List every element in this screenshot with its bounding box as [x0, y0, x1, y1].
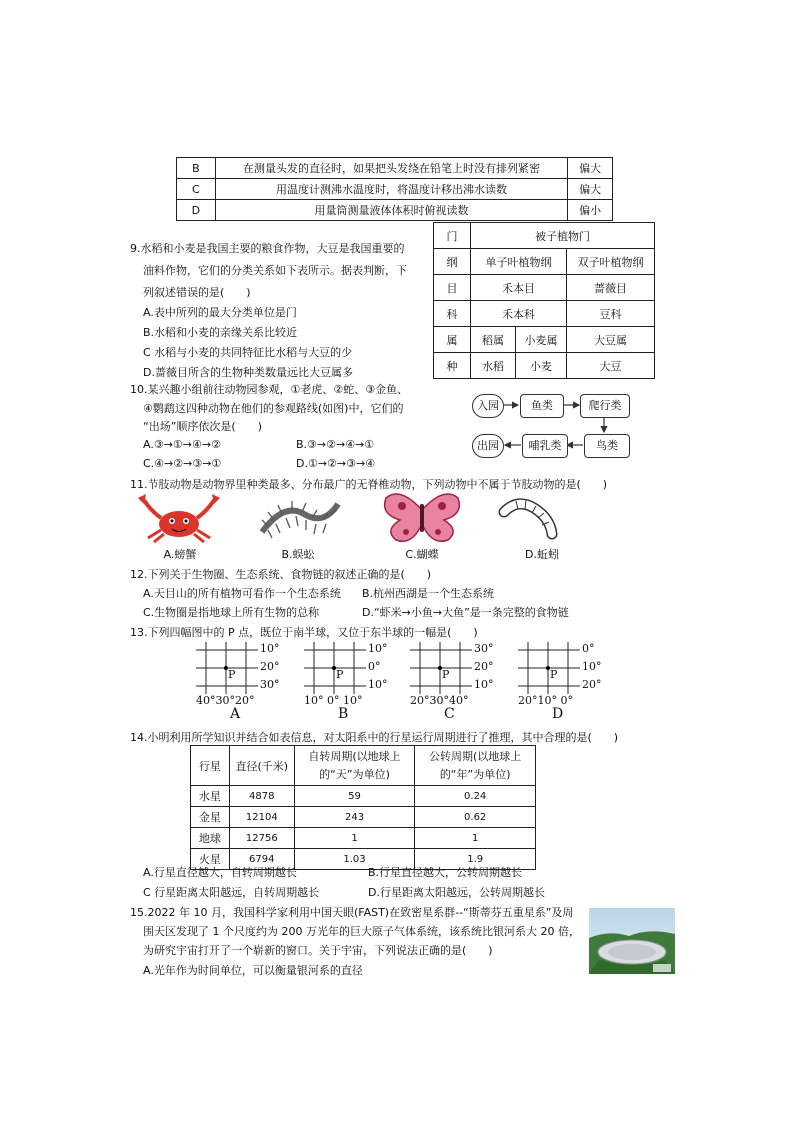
rank-label: 种	[434, 353, 471, 379]
rank-label: 科	[434, 301, 471, 327]
row-letter: B	[177, 158, 216, 179]
grid-d	[518, 642, 612, 724]
table-cell: 1	[294, 828, 415, 849]
rank-label: 属	[434, 327, 471, 353]
row-text: 用量筒测量液体体积时俯视读数	[215, 200, 568, 221]
grid-option-label: B	[338, 706, 349, 722]
cell: 蔷薇目	[567, 275, 655, 301]
cell: 大豆	[567, 353, 655, 379]
lat-label: 10°	[368, 678, 388, 691]
q9-option-a: A.表中所列的最大分类单位是门	[143, 306, 297, 319]
q12-option-d: D.“虾米→小鱼→大鱼”是一条完整的食物链	[362, 606, 569, 619]
lat-label: 0°	[582, 642, 595, 655]
q10-option-b: B.③→②→④→①	[296, 438, 375, 451]
earthworm-icon	[494, 494, 578, 544]
q14-option-b: B.行星直径越大，公转周期越长	[368, 866, 523, 879]
q11-option-b: B.蜈蚣	[281, 548, 315, 561]
table-cell: 1.9	[415, 849, 536, 870]
lon-label: 20°30°40°	[410, 694, 469, 707]
table-cell: 1.03	[294, 849, 415, 870]
q12-option-b: B.杭州西湖是一个生态系统	[362, 587, 495, 600]
centipede-icon	[254, 492, 344, 544]
q12-option-c: C.生物圈是指地球上所有生物的总称	[143, 606, 320, 619]
row-letter: C	[177, 179, 216, 200]
q10-option-c: C.④→②→③→①	[143, 457, 222, 470]
q14-option-c: C 行星距离太阳越远，自转周期越长	[143, 886, 320, 899]
cell: 禾本科	[471, 301, 567, 327]
q15-stem-line-3: 为研究宇宙打开了一个崭新的窗口。关于宇宙，下列说法正确的是( )	[143, 944, 493, 957]
cell: 被子植物门	[471, 223, 655, 249]
grid-a	[196, 642, 290, 724]
q14-stem: 14.小明利用所学知识并结合如表信息，对太阳系中的行星运行周期进行了推理，其中合理的是( )	[130, 731, 619, 744]
planet-table	[190, 745, 536, 870]
table-cell: 4878	[229, 786, 294, 807]
table-cell: 水星	[191, 786, 230, 807]
table-cell: 1	[415, 828, 536, 849]
rank-label: 纲	[434, 249, 471, 275]
lat-label: 30°	[260, 678, 280, 691]
table-cell: 243	[294, 807, 415, 828]
table-cell: 地球	[191, 828, 230, 849]
q9-option-d: D.蔷薇目所含的生物种类数量远比大豆属多	[143, 366, 353, 379]
table-cell: 12104	[229, 807, 294, 828]
q14-option-d: D.行星距离太阳越远，公转周期越长	[368, 886, 545, 899]
route-reptile: 爬行类	[580, 394, 630, 418]
row-letter: D	[177, 200, 216, 221]
q10-option-a: A.③→①→④→②	[143, 438, 221, 451]
grid-b	[304, 642, 398, 724]
table-cell: 0.24	[415, 786, 536, 807]
grid-option-label: A	[230, 706, 241, 722]
row-text: 在测量头发的直径时，如果把头发绕在铅笔上时没有排列紧密	[215, 158, 568, 179]
lat-label: 0°	[368, 660, 381, 673]
p-label: P	[228, 668, 236, 681]
q11-option-d: D.蚯蚓	[525, 548, 559, 561]
lat-label: 10°	[368, 642, 388, 655]
header-cell: 自转周期(以地球上的“天”为单位)	[294, 746, 415, 786]
lon-label: 20°10° 0°	[518, 694, 573, 707]
q9-option-b: B.水稻和小麦的亲缘关系比较近	[143, 326, 298, 339]
q12-stem: 12.下列关于生物圈、生态系统、食物链的叙述正确的是( )	[130, 568, 432, 581]
rank-label: 目	[434, 275, 471, 301]
cell: 大豆属	[567, 327, 655, 353]
q15-option-a: A.光年作为时间单位，可以衡量银河系的直径	[143, 964, 363, 977]
q11-stem: 11.节肢动物是动物界里种类最多、分布最广的无脊椎动物，下列动物中不属于节肢动物的是( )	[130, 478, 608, 491]
row-text: 用温度计测沸水温度时，将温度计移出沸水读数	[215, 179, 568, 200]
header-cell: 公转周期(以地球上的“年”为单位)	[415, 746, 536, 786]
p-label: P	[550, 668, 558, 681]
cell: 禾本目	[471, 275, 567, 301]
route-mammal: 哺乳类	[522, 434, 568, 458]
row-result: 偏大	[568, 179, 613, 200]
q10-stem-line-1: 10.某兴趣小组前往动物园参观，①老虎、②蛇、③金鱼、	[130, 383, 409, 396]
q9-option-c: C 水稻与小麦的共同特征比水稻与大豆的少	[143, 346, 353, 359]
grid-option-label: C	[444, 706, 455, 722]
cell: 双子叶植物纲	[567, 249, 655, 275]
q10-stem-line-2: ④鹦鹉这四种动物在他们的参观路线(如图)中，它们的	[143, 402, 404, 415]
q11-option-a: A.螃蟹	[163, 548, 197, 561]
table-cell: 6794	[229, 849, 294, 870]
lat-label: 20°	[260, 660, 280, 673]
p-label: P	[336, 668, 344, 681]
cell: 稻属	[471, 327, 516, 353]
q9-stem-line-3: 列叙述错误的是( )	[143, 286, 251, 299]
table-cell: 金星	[191, 807, 230, 828]
route-entrance: 入园	[472, 394, 504, 418]
grid-option-label: D	[552, 706, 564, 722]
q13-stem: 13.下列四幅图中的 P 点，既位于南半球，又位于东半球的一幅是( )	[130, 626, 478, 639]
lat-label: 20°	[474, 660, 494, 673]
lat-label: 20°	[582, 678, 602, 691]
route-exit: 出园	[472, 434, 504, 458]
table-cell: 火星	[191, 849, 230, 870]
plant-classification-table	[433, 222, 655, 379]
lat-label: 10°	[582, 660, 602, 673]
cell: 豆科	[567, 301, 655, 327]
row-result: 偏大	[568, 158, 613, 179]
q9-stem-line-1: 9.水稻和小麦是我国主要的粮食作物，大豆是我国重要的	[130, 242, 405, 255]
cell: 水稻	[471, 353, 516, 379]
q10-stem-line-3: “出场”顺序依次是( )	[143, 420, 262, 433]
lat-label: 10°	[260, 642, 280, 655]
q11-option-c: C.蝴蝶	[405, 548, 439, 561]
q12-option-a: A.天目山的所有植物可看作一个生态系统	[143, 587, 341, 600]
cell: 小麦	[516, 353, 567, 379]
cell: 单子叶植物纲	[471, 249, 567, 275]
route-fish: 鱼类	[520, 394, 564, 418]
p-label: P	[442, 668, 450, 681]
butterfly-icon	[380, 490, 464, 546]
lon-label: 40°30°20°	[196, 694, 255, 707]
table-cell: 12756	[229, 828, 294, 849]
table-cell: 0.62	[415, 807, 536, 828]
q15-stem-line-1: 15.2022 年 10 月，我国科学家利用中国天眼(FAST)在致密星系群--“斯蒂芬五重星系”及周	[130, 906, 574, 919]
header-cell: 行星	[191, 746, 230, 786]
measurement-error-table	[176, 157, 613, 221]
q9-stem-line-2: 油料作物，它们的分类关系如下表所示。据表判断，下	[143, 264, 407, 277]
rank-label: 门	[434, 223, 471, 249]
q15-stem-line-2: 围天区发现了 1 个尺度约为 200 万光年的巨大原子气体系统，该系统比银河系大 20 倍，	[143, 925, 580, 938]
lon-label: 10° 0° 10°	[304, 694, 363, 707]
cell: 小麦属	[516, 327, 567, 353]
row-result: 偏小	[568, 200, 613, 221]
route-bird: 鸟类	[584, 434, 630, 458]
crab-icon	[134, 492, 224, 544]
fast-telescope-image	[589, 908, 675, 974]
grid-c	[410, 642, 504, 724]
lat-label: 10°	[474, 678, 494, 691]
lat-label: 30°	[474, 642, 494, 655]
header-cell: 直径(千米)	[229, 746, 294, 786]
q14-option-a: A.行星直径越大，自转周期越长	[143, 866, 297, 879]
table-cell: 59	[294, 786, 415, 807]
q10-option-d: D.①→②→③→④	[296, 457, 376, 470]
